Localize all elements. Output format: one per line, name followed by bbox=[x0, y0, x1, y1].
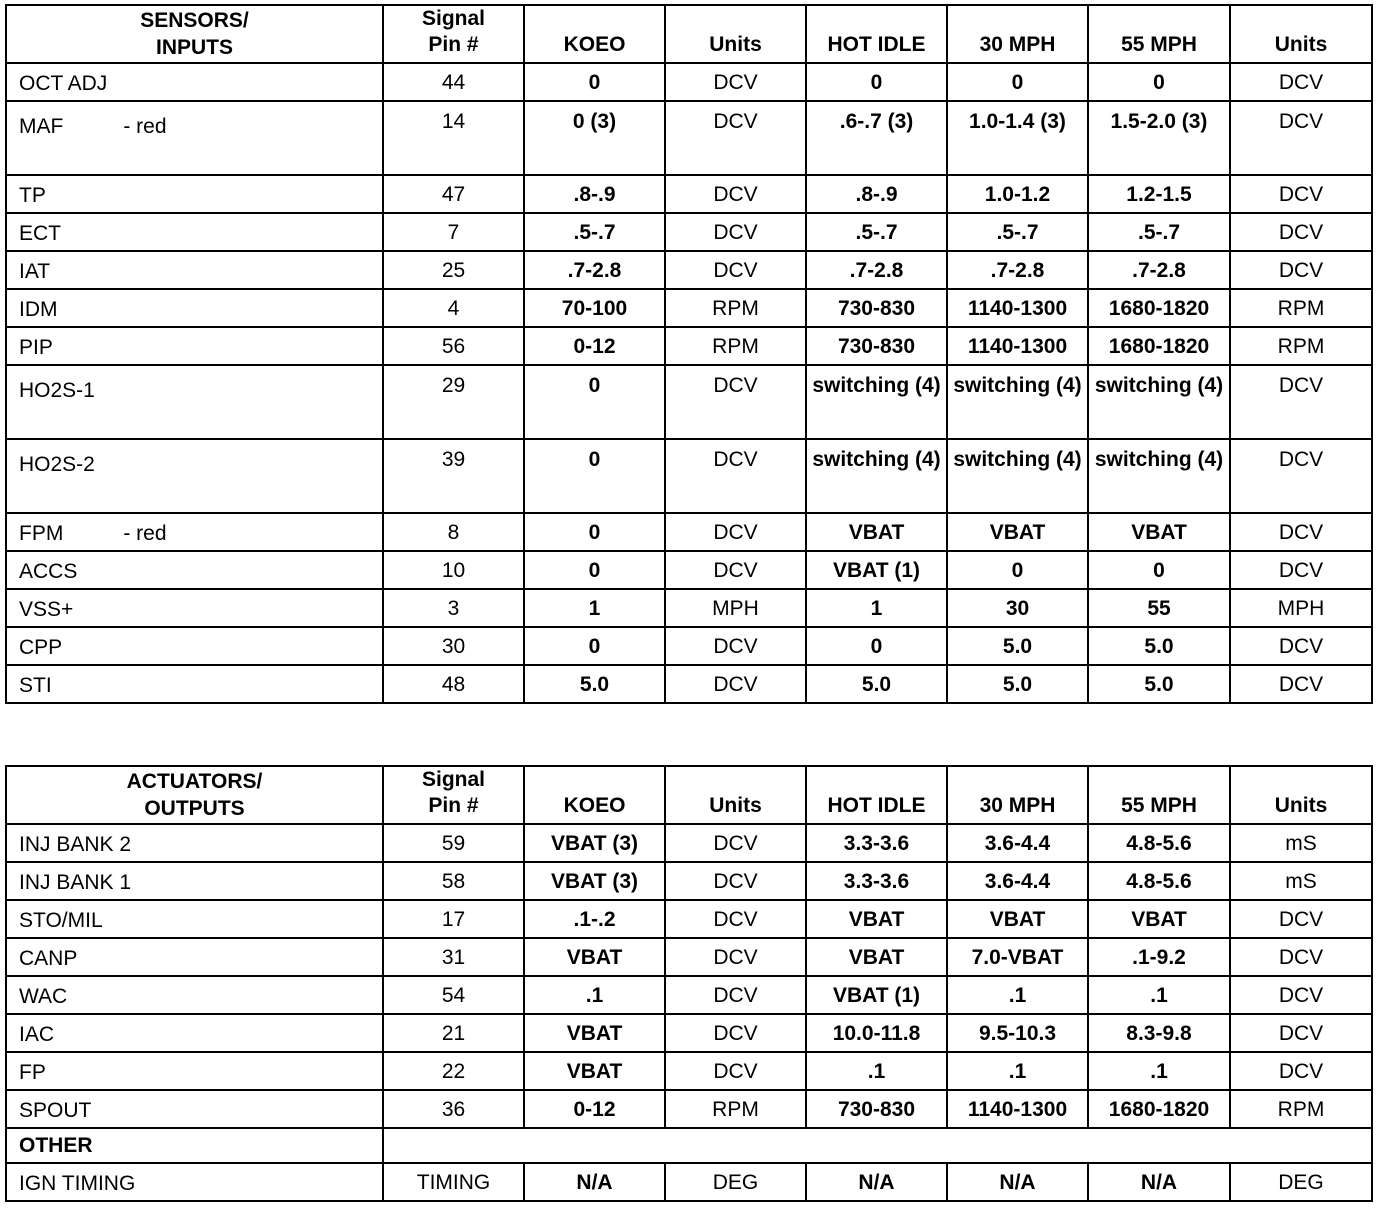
table-row bbox=[6, 101, 1372, 175]
sensor-name bbox=[6, 213, 383, 251]
koeo-cell: 0 bbox=[524, 513, 665, 551]
30-mph-cell: switching (4) bbox=[947, 365, 1088, 439]
signal-pin-cell: 54 bbox=[383, 976, 524, 1014]
output-name bbox=[6, 976, 383, 1014]
output-name-text: CANP bbox=[19, 947, 78, 970]
sensor-name bbox=[6, 551, 383, 589]
hot-idle-cell: .5-.7 bbox=[806, 213, 947, 251]
table-row bbox=[6, 289, 1372, 327]
30-mph-cell: 3.6-4.4 bbox=[947, 862, 1088, 900]
units-cell: DCV bbox=[665, 551, 806, 589]
koeo-cell: 0 bbox=[524, 627, 665, 665]
wire-color-note: - red bbox=[123, 522, 167, 545]
signal-pin-cell: 14 bbox=[383, 101, 524, 175]
sensor-name-text: TP bbox=[19, 184, 46, 207]
30-mph-cell: 0 bbox=[947, 551, 1088, 589]
units-cell: DCV bbox=[1230, 63, 1372, 101]
hot-idle-cell: 1 bbox=[806, 589, 947, 627]
koeo-cell: VBAT (3) bbox=[524, 824, 665, 862]
wire-color-note: - red bbox=[123, 115, 167, 138]
55-mph-cell: switching (4) bbox=[1088, 439, 1230, 513]
units-cell: DCV bbox=[665, 439, 806, 513]
30-mph-cell: 1.0-1.4 (3) bbox=[947, 101, 1088, 175]
units-cell: DCV bbox=[665, 513, 806, 551]
koeo-cell: 70-100 bbox=[524, 289, 665, 327]
table-header-row bbox=[6, 5, 1372, 63]
other-label: OTHER bbox=[6, 1128, 383, 1163]
units-cell: RPM bbox=[665, 327, 806, 365]
55-mph-cell: 55 bbox=[1088, 589, 1230, 627]
55-mph-cell: switching (4) bbox=[1088, 365, 1230, 439]
30-mph-cell: 7.0-VBAT bbox=[947, 938, 1088, 976]
55-mph-cell: 1680-1820 bbox=[1088, 327, 1230, 365]
hot-idle-header: HOT IDLE bbox=[806, 5, 947, 63]
output-name bbox=[6, 900, 383, 938]
units-cell: MPH bbox=[665, 589, 806, 627]
units-cell: DCV bbox=[1230, 101, 1372, 175]
table-row bbox=[6, 327, 1372, 365]
units-cell: DCV bbox=[1230, 900, 1372, 938]
output-name bbox=[6, 862, 383, 900]
koeo-cell: VBAT bbox=[524, 1052, 665, 1090]
table-row bbox=[6, 439, 1372, 513]
55-mph-cell: VBAT bbox=[1088, 900, 1230, 938]
koeo-cell: VBAT bbox=[524, 1014, 665, 1052]
55-mph-cell: .1-9.2 bbox=[1088, 938, 1230, 976]
hot-idle-header: HOT IDLE bbox=[806, 766, 947, 824]
units-cell: RPM bbox=[1230, 289, 1372, 327]
sensor-name-text: OCT ADJ bbox=[19, 72, 108, 95]
55-mph-cell: VBAT bbox=[1088, 513, 1230, 551]
sensor-name bbox=[6, 63, 383, 101]
signal-pin-cell: 47 bbox=[383, 175, 524, 213]
sensor-name-text: ACCS bbox=[19, 560, 78, 583]
units-cell: DCV bbox=[1230, 976, 1372, 1014]
hot-idle-cell: 3.3-3.6 bbox=[806, 862, 947, 900]
units-cell: DCV bbox=[1230, 551, 1372, 589]
koeo-cell: VBAT (3) bbox=[524, 862, 665, 900]
table-row bbox=[6, 513, 1372, 551]
actuators-outputs-table bbox=[5, 765, 1373, 1202]
header-line-1: Signal bbox=[421, 7, 485, 30]
header-line-1: SENSORS/ bbox=[140, 9, 249, 32]
output-name-text: IAC bbox=[19, 1023, 55, 1046]
hot-idle-cell: .7-2.8 bbox=[806, 251, 947, 289]
55-mph-cell: 1680-1820 bbox=[1088, 289, 1230, 327]
signal-pin-header bbox=[383, 5, 524, 63]
koeo-cell: .5-.7 bbox=[524, 213, 665, 251]
55-mph-cell: 5.0 bbox=[1088, 665, 1230, 703]
hot-idle-cell: .1 bbox=[806, 1052, 947, 1090]
55-mph-header: 55 MPH bbox=[1088, 5, 1230, 63]
30-mph-header: 30 MPH bbox=[947, 766, 1088, 824]
units-cell: DCV bbox=[1230, 439, 1372, 513]
units-cell: mS bbox=[1230, 862, 1372, 900]
units-cell: DCV bbox=[665, 862, 806, 900]
koeo-cell: 1 bbox=[524, 589, 665, 627]
signal-pin-cell: 3 bbox=[383, 589, 524, 627]
sensor-name bbox=[6, 175, 383, 213]
koeo-cell: 0 bbox=[524, 63, 665, 101]
hot-idle-cell: switching (4) bbox=[806, 439, 947, 513]
55-mph-cell: 8.3-9.8 bbox=[1088, 1014, 1230, 1052]
sensor-name-text: IDM bbox=[19, 298, 58, 321]
hot-idle-cell: VBAT (1) bbox=[806, 976, 947, 1014]
units-cell: DCV bbox=[665, 175, 806, 213]
units-cell: DCV bbox=[1230, 627, 1372, 665]
30-mph-cell: 1140-1300 bbox=[947, 289, 1088, 327]
55-mph-cell: .7-2.8 bbox=[1088, 251, 1230, 289]
55-mph-cell: 0 bbox=[1088, 551, 1230, 589]
55-mph-cell: .5-.7 bbox=[1088, 213, 1230, 251]
55-mph-cell: 1680-1820 bbox=[1088, 1090, 1230, 1128]
sensor-name bbox=[6, 251, 383, 289]
sensor-name-text: MAF bbox=[19, 115, 64, 138]
signal-pin-cell: 44 bbox=[383, 63, 524, 101]
koeo-cell: .7-2.8 bbox=[524, 251, 665, 289]
hot-idle-cell: VBAT bbox=[806, 513, 947, 551]
55-mph-cell: 0 bbox=[1088, 63, 1230, 101]
units-cell: DCV bbox=[665, 665, 806, 703]
koeo-cell: N/A bbox=[524, 1163, 665, 1201]
hot-idle-cell: N/A bbox=[806, 1163, 947, 1201]
koeo-cell: 0 (3) bbox=[524, 101, 665, 175]
hot-idle-cell: 0 bbox=[806, 627, 947, 665]
table-row bbox=[6, 1052, 1372, 1090]
sensor-name bbox=[6, 365, 383, 439]
30-mph-cell: .7-2.8 bbox=[947, 251, 1088, 289]
30-mph-cell: 1140-1300 bbox=[947, 1090, 1088, 1128]
units-header: Units bbox=[665, 5, 806, 63]
55-mph-cell: 1.2-1.5 bbox=[1088, 175, 1230, 213]
units-cell: mS bbox=[1230, 824, 1372, 862]
output-name bbox=[6, 938, 383, 976]
units-header: Units bbox=[1230, 5, 1372, 63]
hot-idle-cell: 3.3-3.6 bbox=[806, 824, 947, 862]
output-name-text: STO/MIL bbox=[19, 909, 103, 932]
header-line-2: INPUTS bbox=[155, 36, 233, 59]
signal-pin-header bbox=[383, 766, 524, 824]
signal-pin-cell: 58 bbox=[383, 862, 524, 900]
output-name bbox=[6, 824, 383, 862]
sensor-name-text: FPM bbox=[19, 522, 64, 545]
output-name bbox=[6, 1052, 383, 1090]
30-mph-cell: 30 bbox=[947, 589, 1088, 627]
sensor-name bbox=[6, 327, 383, 365]
units-cell: RPM bbox=[665, 1090, 806, 1128]
table-row bbox=[6, 63, 1372, 101]
output-name: IGN TIMING bbox=[6, 1163, 383, 1201]
table-row bbox=[6, 589, 1372, 627]
output-name-text: SPOUT bbox=[19, 1099, 92, 1122]
sensor-name bbox=[6, 665, 383, 703]
units-header: Units bbox=[665, 766, 806, 824]
hot-idle-cell: 5.0 bbox=[806, 665, 947, 703]
hot-idle-cell: .8-.9 bbox=[806, 175, 947, 213]
30-mph-cell: switching (4) bbox=[947, 439, 1088, 513]
sensor-name bbox=[6, 289, 383, 327]
units-cell: DCV bbox=[665, 1052, 806, 1090]
units-cell: MPH bbox=[1230, 589, 1372, 627]
koeo-cell: 0 bbox=[524, 439, 665, 513]
ign-timing-row bbox=[6, 1163, 1372, 1201]
sensor-name bbox=[6, 589, 383, 627]
signal-pin-cell: 8 bbox=[383, 513, 524, 551]
units-cell: DEG bbox=[665, 1163, 806, 1201]
units-cell: RPM bbox=[1230, 327, 1372, 365]
header-line-2: OUTPUTS bbox=[144, 797, 245, 820]
30-mph-cell: 3.6-4.4 bbox=[947, 824, 1088, 862]
table-row bbox=[6, 976, 1372, 1014]
units-cell: DCV bbox=[665, 213, 806, 251]
table-row bbox=[6, 175, 1372, 213]
sensors-inputs-table bbox=[5, 4, 1373, 704]
units-cell: DCV bbox=[1230, 175, 1372, 213]
koeo-cell: 0 bbox=[524, 551, 665, 589]
units-cell: DCV bbox=[1230, 213, 1372, 251]
sensor-name bbox=[6, 101, 383, 175]
55-mph-cell: .1 bbox=[1088, 976, 1230, 1014]
55-mph-cell: 5.0 bbox=[1088, 627, 1230, 665]
sensor-name-text: ECT bbox=[19, 222, 61, 245]
other-section-row bbox=[6, 1128, 1372, 1163]
units-cell: RPM bbox=[665, 289, 806, 327]
30-mph-cell: VBAT bbox=[947, 900, 1088, 938]
sensor-name bbox=[6, 513, 383, 551]
sensor-name-text: PIP bbox=[19, 336, 53, 359]
sensor-name-text: VSS+ bbox=[19, 598, 74, 621]
table-row bbox=[6, 665, 1372, 703]
table-row bbox=[6, 1090, 1372, 1128]
output-name bbox=[6, 1014, 383, 1052]
table-row bbox=[6, 862, 1372, 900]
units-cell: DCV bbox=[1230, 938, 1372, 976]
units-cell: DCV bbox=[665, 976, 806, 1014]
units-cell: DCV bbox=[1230, 365, 1372, 439]
hot-idle-cell: 730-830 bbox=[806, 327, 947, 365]
signal-pin-cell: 21 bbox=[383, 1014, 524, 1052]
30-mph-cell: 1140-1300 bbox=[947, 327, 1088, 365]
signal-pin-cell: 7 bbox=[383, 213, 524, 251]
hot-idle-cell: 730-830 bbox=[806, 289, 947, 327]
output-name-text: WAC bbox=[19, 985, 68, 1008]
header-line-1: Signal bbox=[421, 768, 485, 791]
30-mph-cell: VBAT bbox=[947, 513, 1088, 551]
signal-pin-cell: 59 bbox=[383, 824, 524, 862]
30-mph-cell: N/A bbox=[947, 1163, 1088, 1201]
table-header-row bbox=[6, 766, 1372, 824]
table-row bbox=[6, 900, 1372, 938]
koeo-cell: .8-.9 bbox=[524, 175, 665, 213]
koeo-cell: .1-.2 bbox=[524, 900, 665, 938]
output-name-text: INJ BANK 1 bbox=[19, 871, 132, 894]
table-row bbox=[6, 213, 1372, 251]
signal-pin-cell: 25 bbox=[383, 251, 524, 289]
table-row bbox=[6, 551, 1372, 589]
signal-pin-cell: 29 bbox=[383, 365, 524, 439]
sensor-name bbox=[6, 627, 383, 665]
table-row bbox=[6, 1014, 1372, 1052]
signal-pin-cell: 22 bbox=[383, 1052, 524, 1090]
sensor-name bbox=[6, 439, 383, 513]
koeo-cell: VBAT bbox=[524, 938, 665, 976]
55-mph-header: 55 MPH bbox=[1088, 766, 1230, 824]
units-cell: DCV bbox=[1230, 251, 1372, 289]
header-line-1: ACTUATORS/ bbox=[126, 770, 263, 793]
units-cell: DCV bbox=[1230, 1014, 1372, 1052]
header-line-2: Pin # bbox=[428, 33, 479, 56]
30-mph-cell: 9.5-10.3 bbox=[947, 1014, 1088, 1052]
signal-pin-cell: 36 bbox=[383, 1090, 524, 1128]
sensor-name-text: HO2S-1 bbox=[19, 379, 95, 402]
table-row bbox=[6, 627, 1372, 665]
hot-idle-cell: switching (4) bbox=[806, 365, 947, 439]
units-header: Units bbox=[1230, 766, 1372, 824]
hot-idle-cell: VBAT bbox=[806, 938, 947, 976]
signal-pin-cell: 39 bbox=[383, 439, 524, 513]
signal-pin-cell: TIMING bbox=[383, 1163, 524, 1201]
signal-pin-cell: 48 bbox=[383, 665, 524, 703]
output-name bbox=[6, 1090, 383, 1128]
units-cell: DCV bbox=[665, 627, 806, 665]
30-mph-header: 30 MPH bbox=[947, 5, 1088, 63]
koeo-header: KOEO bbox=[524, 5, 665, 63]
koeo-header: KOEO bbox=[524, 766, 665, 824]
units-cell: DCV bbox=[1230, 665, 1372, 703]
units-cell: DEG bbox=[1230, 1163, 1372, 1201]
units-cell: DCV bbox=[665, 1014, 806, 1052]
koeo-cell: 0-12 bbox=[524, 1090, 665, 1128]
30-mph-cell: 1.0-1.2 bbox=[947, 175, 1088, 213]
koeo-cell: 0-12 bbox=[524, 327, 665, 365]
hot-idle-cell: VBAT (1) bbox=[806, 551, 947, 589]
units-cell: DCV bbox=[665, 938, 806, 976]
sensor-name-text: HO2S-2 bbox=[19, 453, 95, 476]
table-row bbox=[6, 824, 1372, 862]
table-row bbox=[6, 251, 1372, 289]
55-mph-cell: .1 bbox=[1088, 1052, 1230, 1090]
table-row bbox=[6, 938, 1372, 976]
koeo-cell: 0 bbox=[524, 365, 665, 439]
30-mph-cell: 0 bbox=[947, 63, 1088, 101]
hot-idle-cell: 0 bbox=[806, 63, 947, 101]
hot-idle-cell: .6-.7 (3) bbox=[806, 101, 947, 175]
signal-pin-cell: 4 bbox=[383, 289, 524, 327]
sensor-name-text: CPP bbox=[19, 636, 63, 659]
actuators-outputs-header bbox=[6, 766, 383, 824]
units-cell: DCV bbox=[665, 824, 806, 862]
sensors-inputs-header bbox=[6, 5, 383, 63]
output-name-text: FP bbox=[19, 1061, 46, 1084]
units-cell: DCV bbox=[665, 101, 806, 175]
units-cell: DCV bbox=[665, 365, 806, 439]
30-mph-cell: .5-.7 bbox=[947, 213, 1088, 251]
55-mph-cell: 4.8-5.6 bbox=[1088, 824, 1230, 862]
koeo-cell: .1 bbox=[524, 976, 665, 1014]
units-cell: DCV bbox=[665, 63, 806, 101]
units-cell: DCV bbox=[665, 900, 806, 938]
output-name-text: INJ BANK 2 bbox=[19, 833, 132, 856]
55-mph-cell: N/A bbox=[1088, 1163, 1230, 1201]
signal-pin-cell: 30 bbox=[383, 627, 524, 665]
table-row bbox=[6, 365, 1372, 439]
other-empty-cell bbox=[383, 1128, 1372, 1163]
hot-idle-cell: VBAT bbox=[806, 900, 947, 938]
sensor-name-text: STI bbox=[19, 674, 52, 697]
signal-pin-cell: 56 bbox=[383, 327, 524, 365]
hot-idle-cell: 10.0-11.8 bbox=[806, 1014, 947, 1052]
sensor-name-text: IAT bbox=[19, 260, 51, 283]
30-mph-cell: 5.0 bbox=[947, 665, 1088, 703]
30-mph-cell: .1 bbox=[947, 1052, 1088, 1090]
koeo-cell: 5.0 bbox=[524, 665, 665, 703]
header-line-2: Pin # bbox=[428, 794, 479, 817]
signal-pin-cell: 17 bbox=[383, 900, 524, 938]
55-mph-cell: 1.5-2.0 (3) bbox=[1088, 101, 1230, 175]
hot-idle-cell: 730-830 bbox=[806, 1090, 947, 1128]
units-cell: RPM bbox=[1230, 1090, 1372, 1128]
signal-pin-cell: 10 bbox=[383, 551, 524, 589]
units-cell: DCV bbox=[1230, 1052, 1372, 1090]
units-cell: DCV bbox=[1230, 513, 1372, 551]
55-mph-cell: 4.8-5.6 bbox=[1088, 862, 1230, 900]
30-mph-cell: 5.0 bbox=[947, 627, 1088, 665]
units-cell: DCV bbox=[665, 251, 806, 289]
30-mph-cell: .1 bbox=[947, 976, 1088, 1014]
signal-pin-cell: 31 bbox=[383, 938, 524, 976]
